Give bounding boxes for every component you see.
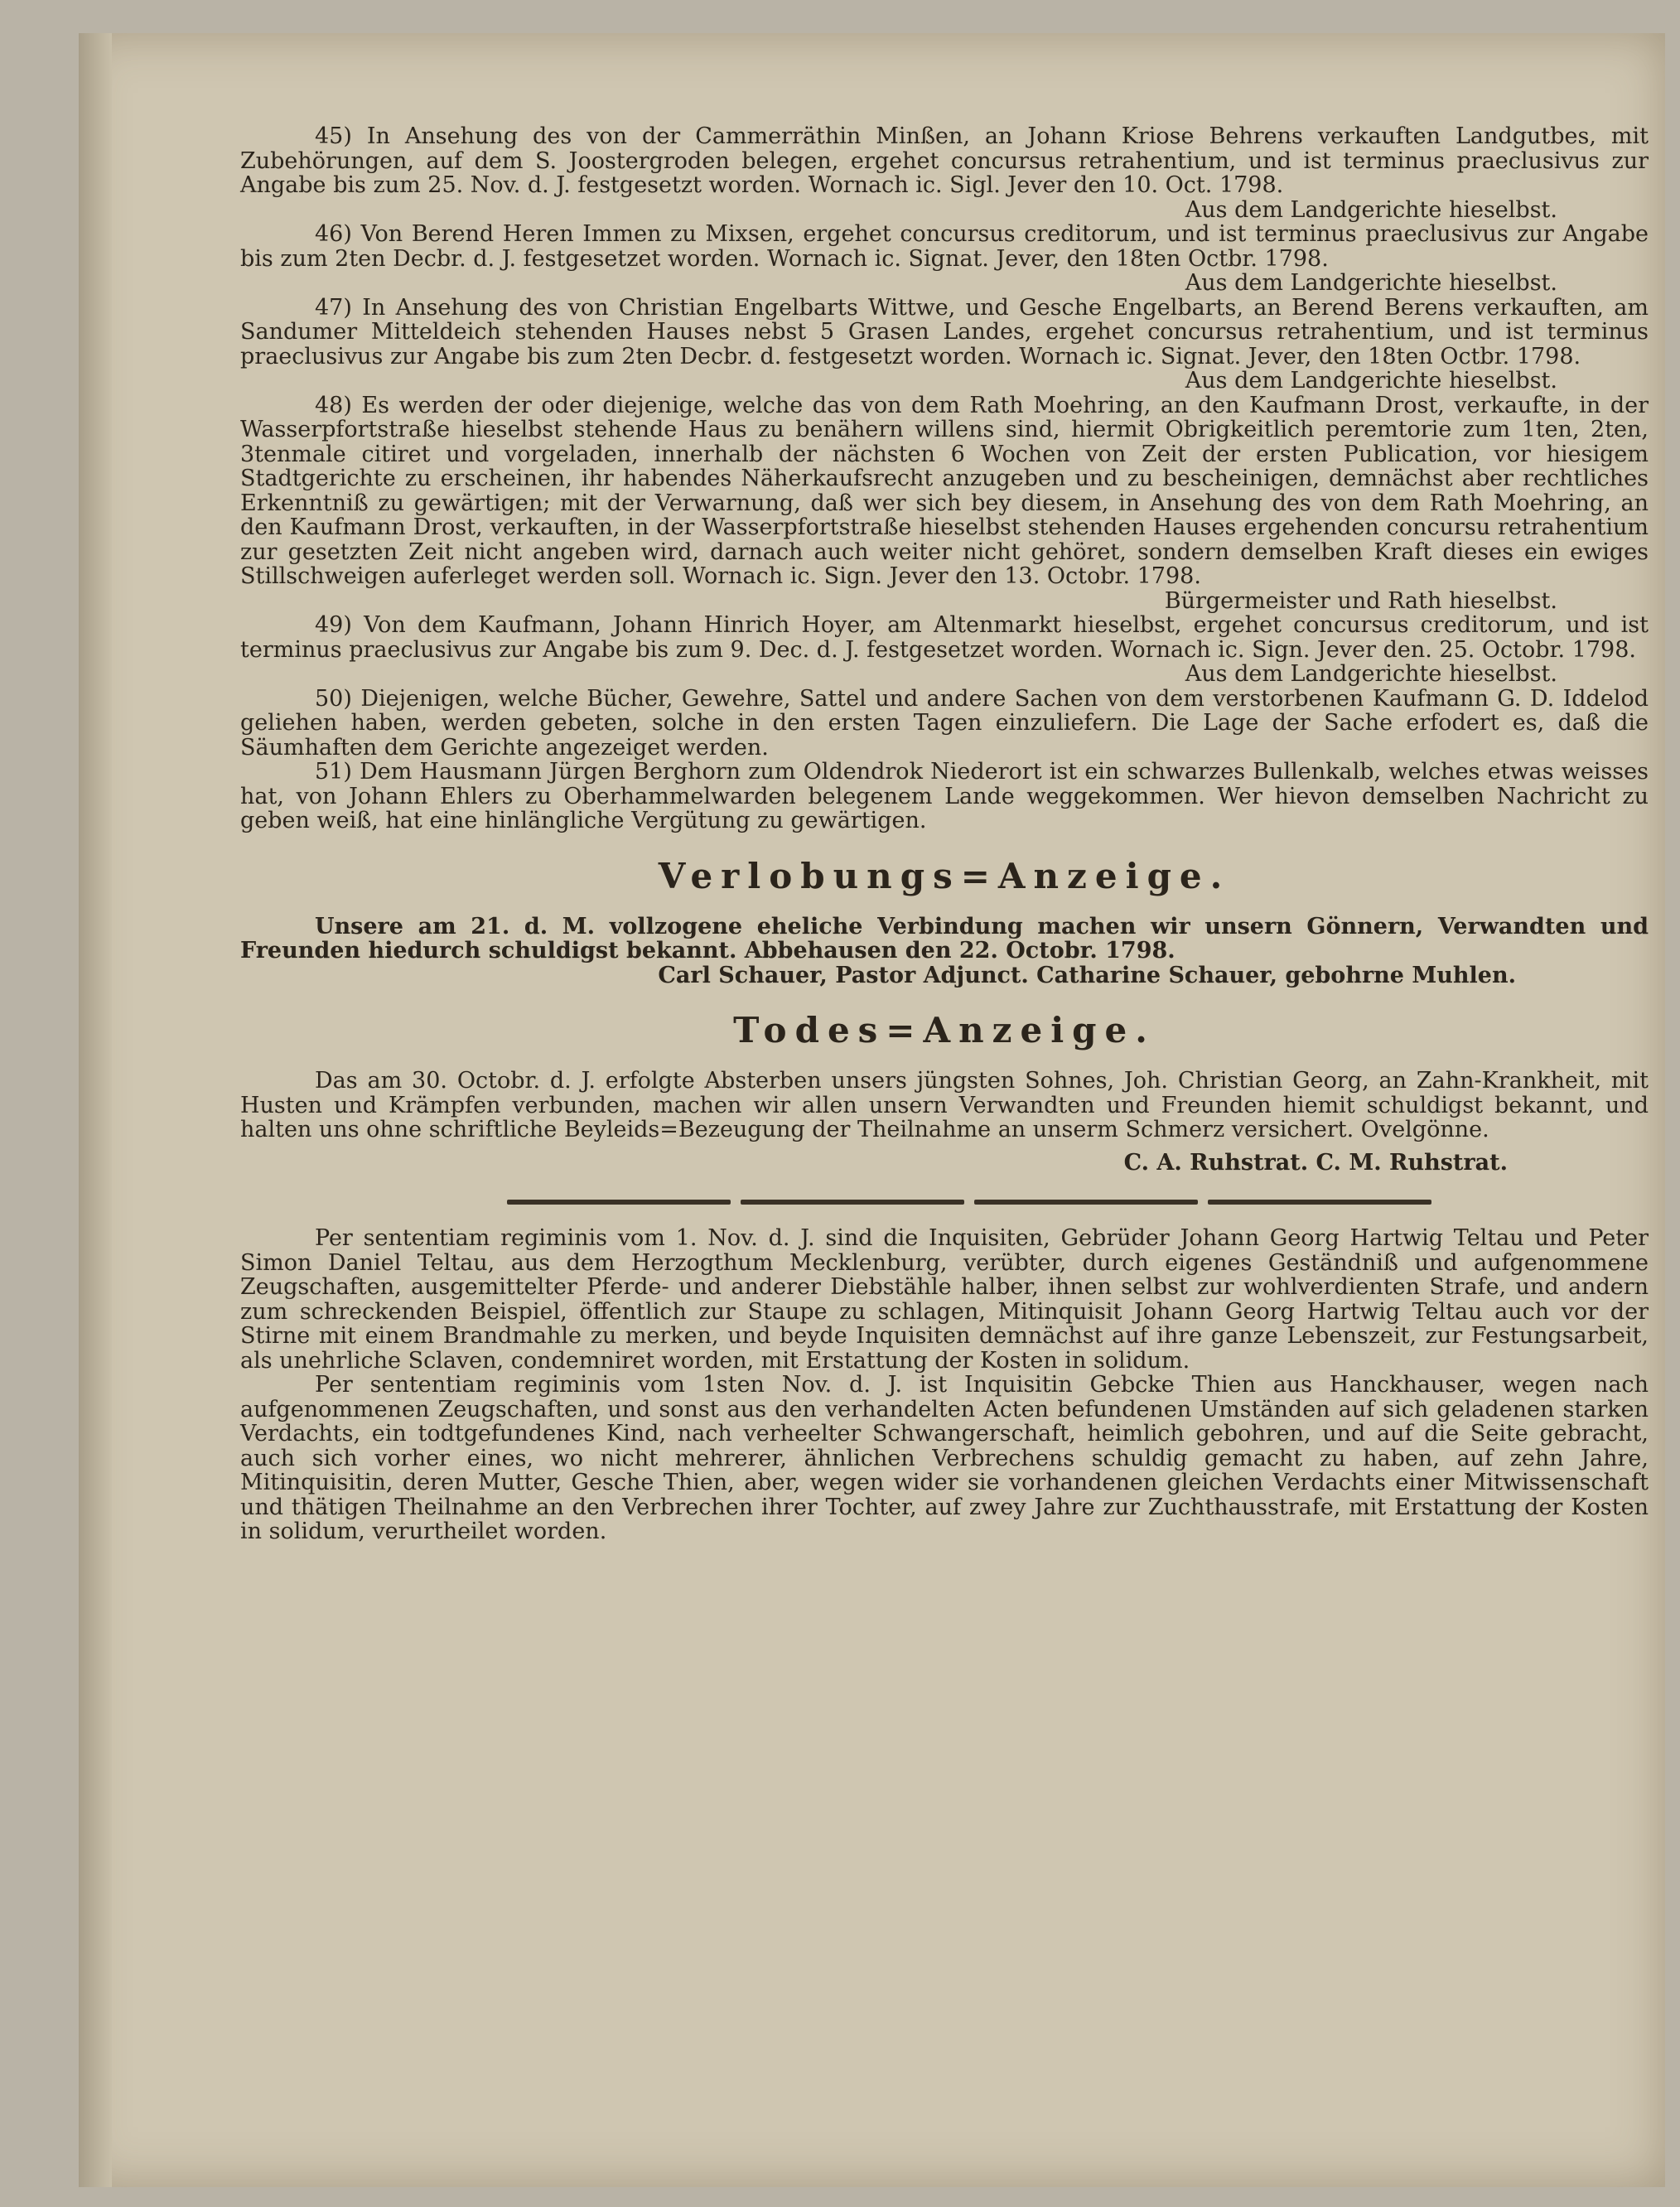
divider-rule (741, 1200, 964, 1205)
notice-text: 48) Es werden der oder diejenige, welche das von dem Rath Moehring, an den Kaufmann Drost, verkaufte, in der Wasserpfortstraße hieselbst stehende Haus zu benähern willens sind, hiermit Obrigkeitlich peremtorie zum 1ten, 2ten, 3tenmale citiret und vorgeladen, innerhalb der nächsten 6 Wochen von Zeit der ersten Publication, vor hiesigem Stadtgerichte zu erscheinen, ihr habendes Näherkaufsrecht anzugeben und zu bescheinigen, demnächst aber rechtliches Erkenntniß zu gewärtigen; mit der Verwarnung, daß wer sich bey diesem, in Ansehung des von dem Rath Moehring, an den Kaufmann Drost, verkauften, in der Wasserpfortstraße hieselbst stehenden Hauses ergehenden concursu retrahentium zur gesetzten Zeit nicht angeben wird, darnach auch weiter nicht gehöret, sondern demselben Kraft dieses ein ewiges Stillschweigen auferleget werden soll. Wornach ic. Sign. Jever den 13. Octobr. 1798. (240, 392, 1649, 589)
notice-51 (240, 760, 1649, 833)
death-text: Das am 30. Octobr. d. J. erfolgte Absterben unsers jüngsten Sohnes, Joh. Christian Georg, an Zahn-Krankheit, mit Husten und Krämpfen verbunden, machen wir allen unsern Verwandten und Freunden hiemit schuldigst bekannt, und halten uns ohne schriftliche Beyleids=Bezeugung der Theilnahme an unserm Schmerz versichert. Ovelgönne. (240, 1068, 1649, 1142)
divider-rule (974, 1200, 1198, 1205)
page-content (240, 124, 1649, 1544)
engagement-text: Unsere am 21. d. M. vollzogene eheliche Verbindung machen wir unsern Gönnern, Verwandten und Freunden hiedurch schuldigst bekannt. Abbehausen den 22. Octobr. 1798. (240, 913, 1649, 963)
divider-rule (1208, 1200, 1431, 1205)
engagement-names: Carl Schauer, Pastor Adjunct. Catharine Schauer, gebohrne Muhlen. (658, 962, 1516, 988)
notice-text: 50) Diejenigen, welche Bücher, Gewehre, Sattel und andere Sachen von dem verstorbenen Kaufmann G. D. Iddelod geliehen haben, werden gebeten, solche in den ersten Tagen einzuliefern. Die Lage der Sache erfodert es, daß die Säumhaften dem Gerichte angezeiget werden. (240, 685, 1649, 761)
notice-text: 51) Dem Hausmann Jürgen Berghorn zum Oldendrok Niederort ist ein schwarzes Bullenkalb, welches etwas weisses hat, von Johann Ehlers zu Oberhammelwarden belegenem Lande weggekommen. Wer hievon demselben Nachricht zu geben weiß, hat eine hinlängliche Vergütung zu gewärtigen. (240, 759, 1649, 833)
engagement-heading: Verlobungs=Anzeige. (658, 855, 1231, 896)
notice-50 (240, 687, 1649, 761)
section-divider (290, 1200, 1649, 1205)
notice-46 (240, 222, 1649, 296)
court-sentences (240, 1226, 1649, 1544)
sentence-text: Per sententiam regiminis vom 1. Nov. d. J. sind die Inquisiten, Gebrüder Johann Georg Hartwig Teltau und Peter Simon Daniel Teltau, aus dem Herzogthum Mecklenburg, verübter, durch eigenes Geständniß und aufgenommene Zeugschaften, ausgemittelter Pferde- und anderer Diebstähle halber, ihnen selbst zur wohlverdienten Strafe, und andern zum schreckenden Beispiel, öffentlich zur Staupe zu schlagen, Mitinquisit Johann Georg Hartwig Teltau auch vor der Stirne mit einem Brandmahle zu merken, und beyde Inquisiten demnächst auf ihre ganze Lebenszeit, zur Festungsarbeit, als unehrliche Sclaven, condemniret worden, mit Erstattung der Kosten in solidum. (240, 1225, 1649, 1374)
notice-signature: Aus dem Landgerichte hieselbst. (1185, 661, 1557, 687)
notice-text: 49) Von dem Kaufmann, Johann Hinrich Hoyer, am Altenmarkt hieselbst, ergehet concursus creditorum, und ist terminus praeclusivus zur Angabe bis zum 9. Dec. d. J. festgesetzet worden. Wornach ic. Sign. Jever den. 25. Octobr. 1798. (240, 612, 1649, 663)
notice-text: 45) In Ansehung des von der Cammerräthin Minßen, an Johann Kriose Behrens verkauften Landgutbes, mit Zubehörungen, auf dem S. Joostergroden belegen, ergehet concursus retrahentium, und ist terminus praeclusivus zur Angabe bis zum 25. Nov. d. J. festgesetzt worden. Wornach ic. Sigl. Jever den 10. Oct. 1798. (240, 123, 1649, 198)
notice-48 (240, 394, 1649, 614)
notice-signature: Aus dem Landgerichte hieselbst. (1185, 270, 1557, 296)
death-heading: Todes=Anzeige. (733, 1010, 1156, 1050)
divider-rule (507, 1200, 731, 1205)
notice-signature: Bürgermeister und Rath hieselbst. (1164, 587, 1557, 614)
notice-signature: Aus dem Landgerichte hieselbst. (1185, 196, 1557, 223)
notice-47 (240, 296, 1649, 394)
death-announcement (240, 1011, 1649, 1175)
notice-signature: Aus dem Landgerichte hieselbst. (1185, 368, 1557, 394)
sentence-text: Per sententiam regiminis vom 1sten Nov. d. J. ist Inquisitin Gebcke Thien aus Hanckhauser, wegen nach aufgenommenen Zeugschaften, und sonst aus den verhandelten Acten befundenen Umständen auf sich geladenen starken Verdachts, ein todtgefundenes Kind, nach verheelter Schwangerschaft, heimlich gebohren, und auf die Seite gebracht, auch sich vorher eines, wo nicht mehrerer, ähnlichen Verbrechens schuldig gemacht zu haben, auf zehn Jahre, Mitinquisitin, deren Mutter, Gesche Thien, aber, wegen wider sie vorhandenen gleichen Verdachts einer Mitwissenschaft und thätigen Theilnahme an den Verbrechen ihrer Tochter, auf zwey Jahre zur Zuchthausstrafe, mit Erstattung der Kosten in solidum, verurtheilet worden. (240, 1372, 1649, 1544)
notice-text: 46) Von Berend Heren Immen zu Mixsen, ergehet concursus creditorum, und ist terminus praeclusivus zur Angabe bis zum 2ten Decbr. d. J. festgesetzet worden. Wornach ic. Signat. Jever, den 18ten Octbr. 1798. (240, 221, 1649, 272)
engagement-announcement (240, 857, 1649, 988)
page-gutter (79, 33, 112, 2187)
notice-text: 47) In Ansehung des von Christian Engelbarts Wittwe, und Gesche Engelbarts, an Berend Berens verkauften, am Sandumer Mitteldeich stehenden Hauses nebst 5 Grasen Landes, ergehet concursus retrahentium, und ist terminus praeclusivus zur Angabe bis zum 2ten Decbr. d. festgesetzt worden. Wornach ic. Signat. Jever, den 18ten Octbr. 1798. (240, 294, 1649, 369)
death-signature: C. A. Ruhstrat. C. M. Ruhstrat. (1123, 1149, 1508, 1176)
notice-49 (240, 613, 1649, 687)
notice-45 (240, 124, 1649, 222)
